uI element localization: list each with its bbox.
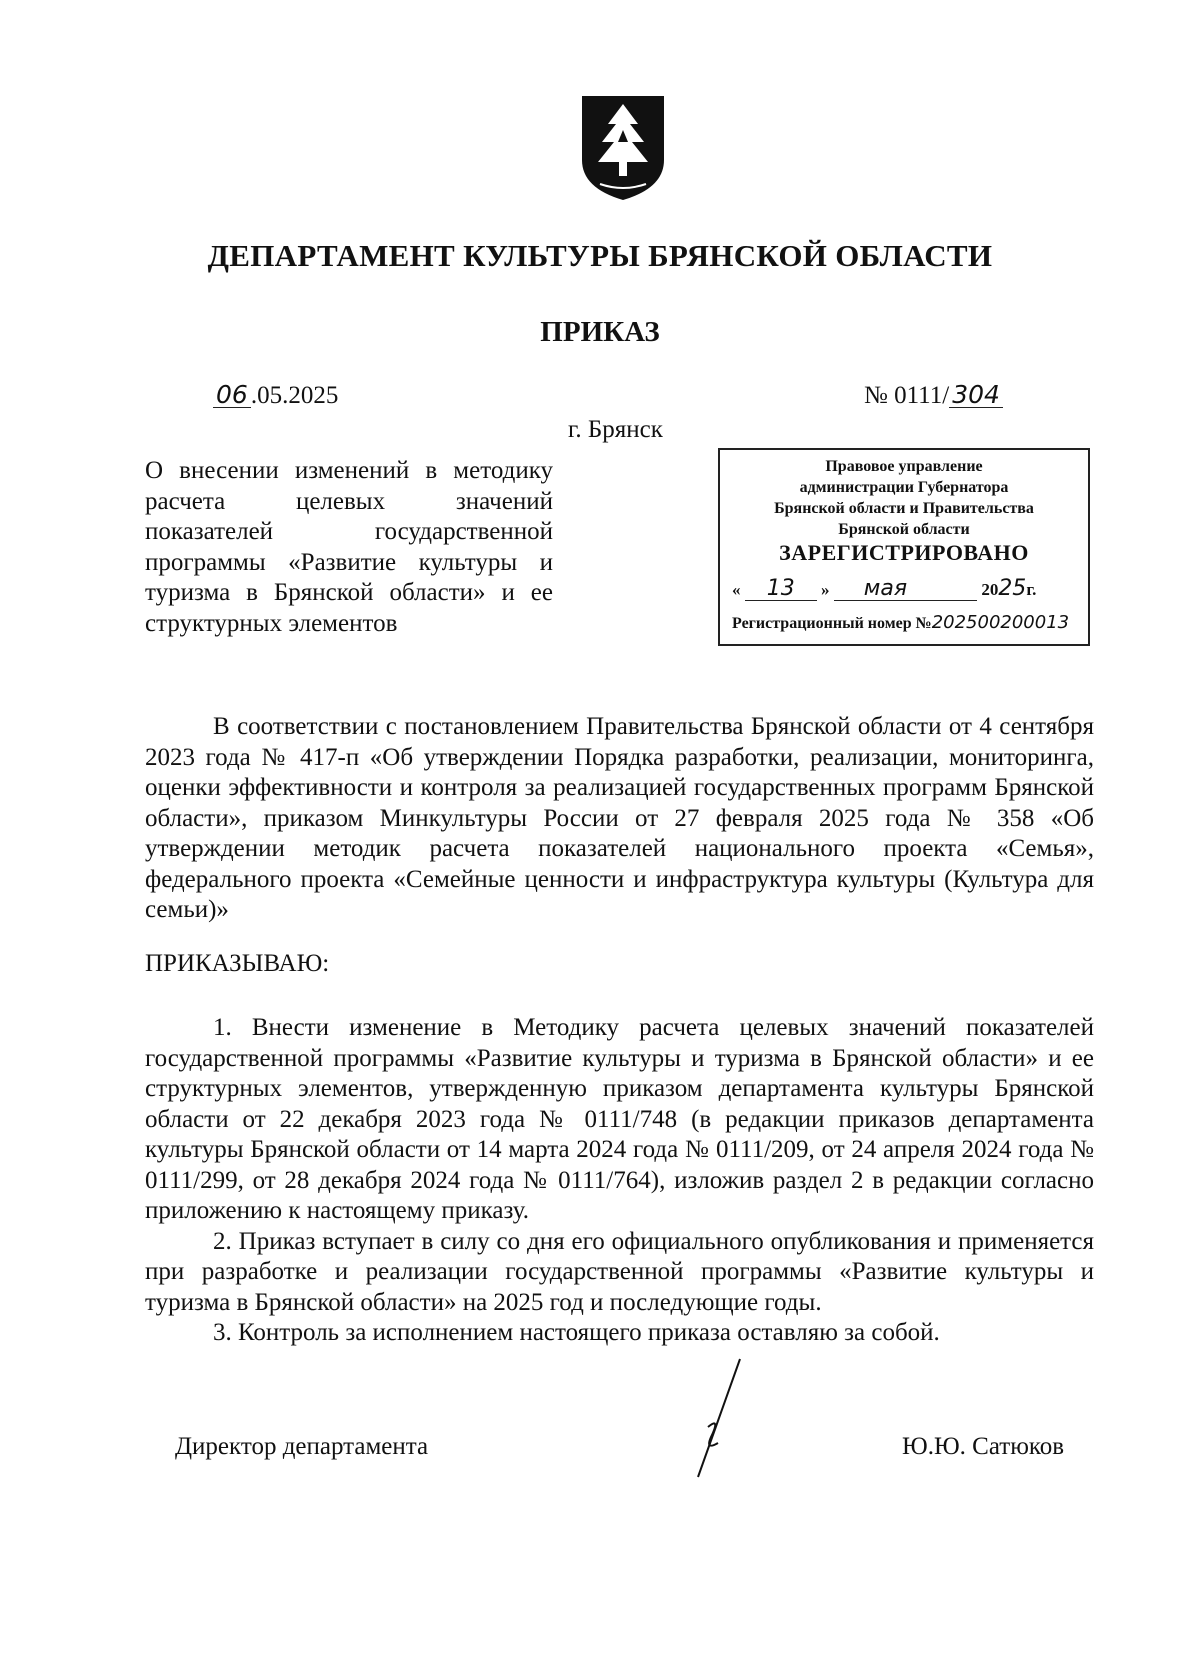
signatory-title: Директор департамента	[175, 1433, 429, 1460]
coat-of-arms-icon	[578, 92, 668, 204]
stamp-org-line: администрации Губернатора	[799, 479, 1009, 496]
order-number	[864, 382, 1003, 410]
order-items	[145, 1013, 1094, 1349]
date-month-year: .05.2025	[250, 382, 339, 409]
stamp-registered-label: ЗАРЕГИСТРИРОВАНО	[779, 540, 1029, 565]
stamp-year-prefix: 20	[981, 580, 999, 599]
order-item: 3. Контроль за исполнением настоящего приказа оставляю за собой.	[213, 1319, 940, 1346]
stamp-quote-open: «	[732, 580, 741, 599]
preamble	[145, 712, 1094, 926]
stamp-year-unit: г.	[1026, 580, 1037, 599]
registration-stamp	[718, 448, 1090, 646]
order-number-prefix: № 0111/	[864, 382, 950, 409]
stamp-reg-label: Регистрационный номер №	[732, 615, 932, 632]
order-date	[213, 382, 338, 410]
stamp-reg-number: 202500200013	[931, 612, 1070, 633]
order-number-handwritten: 304	[949, 382, 1003, 408]
stamp-year-suffix: 25	[998, 576, 1027, 601]
stamp-quote-close: »	[821, 580, 830, 599]
stamp-organization	[720, 456, 1088, 540]
document-type: ПРИКАЗ	[540, 316, 660, 348]
stamp-org-line: Правовое управление	[825, 458, 983, 475]
order-subject: О внесении изменений в методику расчета целевых значений показателей государственной программы «Развитие культуры и туризма в Брянской области» и ее структурных элементов	[145, 457, 553, 637]
signature-icon	[690, 1355, 750, 1480]
stamp-month: мая	[834, 578, 977, 601]
stamp-org-line: Брянской области и Правительства	[774, 500, 1034, 517]
preamble-paragraph: В соответствии с постановлением Правительства Брянской области от 4 сентября 2023 года № 417-п «Об утверждении Порядка разработки, реализации, мониторинга, оценки эффективности и контроля за реализацией государственных программ Брянской области», приказом Минкультуры России от 27 февраля 2025 года № 358 «Об утверждении методик расчета показателей национального проекта «Семья», федерального проекта «Семейные ценности и инфраструктура культуры (Культура для семьи)»	[145, 713, 1094, 923]
stamp-registration-number	[732, 612, 1069, 633]
city: г. Брянск	[568, 416, 663, 443]
stamp-org-line: Брянской области	[838, 521, 970, 538]
stamp-date	[732, 576, 1080, 601]
stamp-day: 13	[745, 578, 817, 601]
orders-heading: ПРИКАЗЫВАЮ:	[145, 950, 330, 977]
order-item: 1. Внести изменение в Методику расчета целевых значений показателей государственной программы «Развитие культуры и туризма в Брянской области» и ее структурных элементов, утвержденную приказом департамента культуры Брянской области от 22 декабря 2023 года № 0111/748 (в редакции приказов департамента культуры Брянской области от 14 марта 2024 года № 0111/209, от 24 апреля 2024 года № 0111/299, от 28 декабря 2024 года № 0111/764), изложив раздел 2 в редакции согласно приложению к настоящему приказу.	[145, 1014, 1094, 1224]
department-title: ДЕПАРТАМЕНТ КУЛЬТУРЫ БРЯНСКОЙ ОБЛАСТИ	[207, 238, 993, 273]
signatory-name: Ю.Ю. Сатюков	[902, 1433, 1065, 1460]
date-day-handwritten: 06	[213, 382, 251, 408]
order-item: 2. Приказ вступает в силу со дня его официального опубликования и применяется при разработке и реализации государственной программы «Развитие культуры и туризма в Брянской области» на 2025 год и последующие годы.	[145, 1227, 1094, 1316]
